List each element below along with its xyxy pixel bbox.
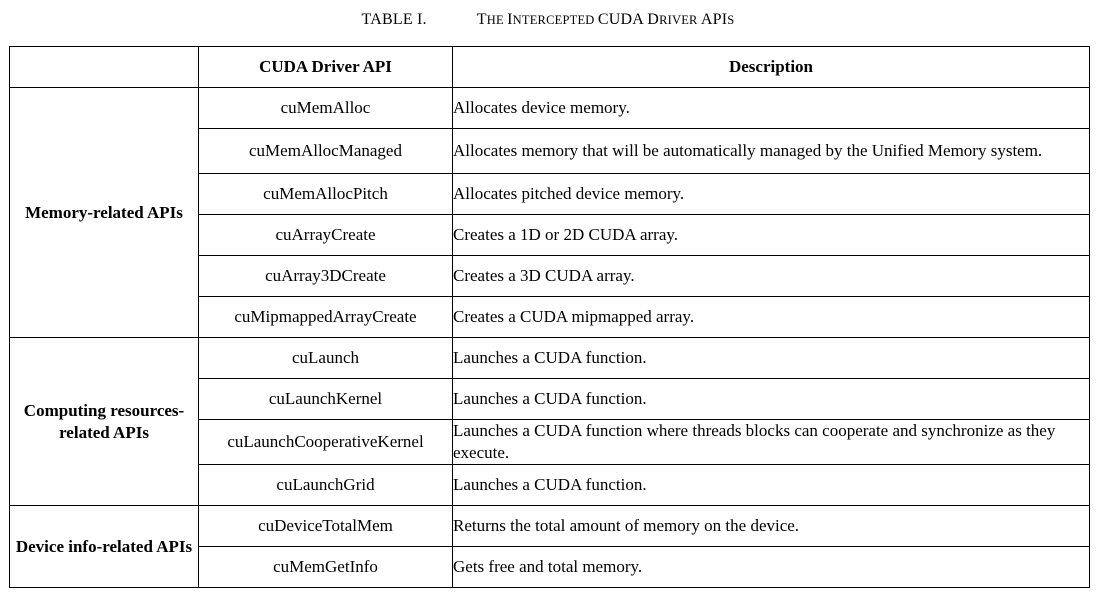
table-row [10,506,1090,547]
cuda-api-table [9,46,1090,588]
description-cell: Creates a 1D or 2D CUDA array. [453,215,1090,256]
table-title: THE INTERCEPTED CUDA DRIVER APIS [476,11,735,28]
group-label-memory: Memory-related APIs [10,88,199,338]
api-cell: cuDeviceTotalMem [199,506,453,547]
description-cell: Launches a CUDA function. [453,465,1090,506]
api-cell: cuMipmappedArrayCreate [199,297,453,338]
api-cell: cuMemGetInfo [199,547,453,588]
description-cell: Allocates pitched device memory. [453,174,1090,215]
api-cell: cuLaunch [199,338,453,379]
api-cell: cuArrayCreate [199,215,453,256]
description-cell: Gets free and total memory. [453,547,1090,588]
description-cell: Allocates device memory. [453,88,1090,129]
description-cell: Creates a 3D CUDA array. [453,256,1090,297]
description-cell: Allocates memory that will be automatically managed by the Unified Memory system. [453,129,1090,174]
group-label-computing: Computing resources-related APIs [10,338,199,506]
api-cell: cuLaunchCooperativeKernel [199,420,453,465]
table-header-row [10,47,1090,88]
header-group [10,47,199,88]
table-row [10,338,1090,379]
description-cell: Returns the total amount of memory on the device. [453,506,1090,547]
description-cell: Launches a CUDA function. [453,379,1090,420]
description-cell: Launches a CUDA function where threads blocks can cooperate and synchronize as they execute. [453,420,1090,465]
api-cell: cuMemAllocPitch [199,174,453,215]
api-cell: cuLaunchGrid [199,465,453,506]
api-cell: cuMemAlloc [199,88,453,129]
table-number: TABLE I. [361,11,427,28]
table-caption [0,11,1096,29]
api-cell: cuLaunchKernel [199,379,453,420]
header-description: Description [453,47,1090,88]
table-row [10,88,1090,129]
api-cell: cuArray3DCreate [199,256,453,297]
header-api: CUDA Driver API [199,47,453,88]
group-label-device-info: Device info-related APIs [10,506,199,588]
api-cell: cuMemAllocManaged [199,129,453,174]
description-cell: Creates a CUDA mipmapped array. [453,297,1090,338]
description-cell: Launches a CUDA function. [453,338,1090,379]
